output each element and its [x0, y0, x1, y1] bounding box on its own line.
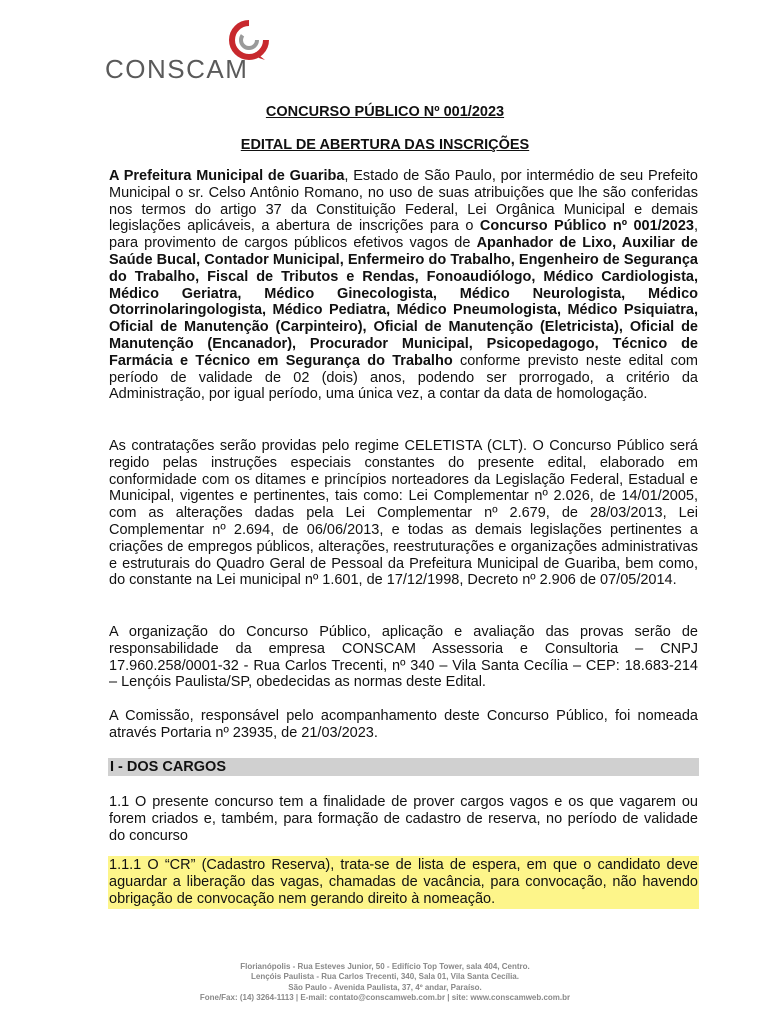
edital-subtitle: EDITAL DE ABERTURA DAS INSCRIÇÕES — [240, 137, 530, 153]
prefeitura-name: A Prefeitura Municipal de Guariba — [109, 168, 345, 184]
organization-paragraph: A organização do Concurso Público, aplicação e avaliação das provas serão de responsabilidade da empresa CONSCAM Assessoria e Consultoria – CNPJ 17.960.258/0001-32 - Rua Carlos Trecenti, nº 340 – Vila Santa Cecília – CEP: 18.683-214 – Lençóis Paulista/SP, obedecidas as normas deste Edital. — [109, 624, 698, 691]
footer-addresses — [0, 962, 770, 1004]
footer-contact: Fone/Fax: (14) 3264-1113 | E-mail: contato@conscamweb.com.br | site: www.conscamweb.com.br — [199, 993, 571, 1003]
intro-text-2: , para provimento de cargos públicos efetivos vagos de — [109, 218, 698, 252]
section-heading-cargos: I - DOS CARGOS — [108, 758, 699, 776]
clause-1-1-1: 1.1.1 O “CR” (Cadastro Reserva), trata-se de lista de espera, em que o candidato deve aguardar a liberação das vagas, chamadas de vacância, para convocação, não havendo obrigação de convocação nem gerando direito à nomeação. — [109, 857, 698, 907]
intro-text-1: , Estado de São Paulo, por intermédio de seu Prefeito Municipal o sr. Celso Antônio Romano, no uso de suas atribuições que lhe são conferidas nos termos do artigo 37 da Constituição Federal, Lei Orgânica Municipal e demais legislações aplicáveis, a abertura de inscrições para o — [109, 168, 698, 235]
footer-line: Lençóis Paulista - Rua Carlos Trecenti, 340, Sala 01, Vila Santa Cecília. — [251, 972, 519, 982]
hiring-regime-paragraph: As contratações serão providas pelo regime CELETISTA (CLT). O Concurso Público será regido pelas instruções especiais constantes do presente edital, elaborado em conformidade com os ditames e princípios norteadores da Legislação Federal, Estadual e Municipal, vigentes e pertinentes, tais como: Lei Complementar nº 2.026, de 14/01/2005, com as alterações dadas pela Lei Complementar nº 2.679, de 28/03/2013, Lei Complementar nº 2.694, de 06/06/2013, e todas as demais legislações pertinentes a criações de empregos públicos, alterações, reestruturações e organizações administrativas e estruturais do Quadro Geral de Pessoal da Prefeitura Municipal de Guariba, bem como, do constante na Lei municipal nº 1.601, de 17/12/1998, Decreto nº 2.906 de 07/05/2014. — [109, 438, 698, 589]
clause-1-1: 1.1 O presente concurso tem a finalidade de prover cargos vagos e os que vagarem ou forem criados e, também, para formação de cadastro de reserva, no período de validade do concurso — [109, 794, 698, 844]
conscam-logo — [105, 18, 275, 88]
intro-text-3: conforme previsto neste edital com período de validade de 02 (dois) anos, podendo ser prorrogado, a critério da Administração, por igual período, uma única vez, a contar da data de homologação. — [109, 352, 698, 403]
commission-paragraph: A Comissão, responsável pelo acompanhamento deste Concurso Público, foi nomeada através Portaria nº 23935, de 21/03/2023. — [109, 708, 698, 741]
intro-paragraph — [109, 168, 698, 403]
footer-line: Florianópolis - Rua Esteves Junior, 50 - Edifício Top Tower, sala 404, Centro. — [240, 962, 530, 971]
logo-wordmark: CONSCAM — [105, 54, 249, 84]
contest-title: CONCURSO PÚBLICO Nº 001/2023 — [265, 104, 505, 120]
footer-line: São Paulo - Avenida Paulista, 37, 4º andar, Paraíso. — [288, 982, 482, 992]
contest-number: Concurso Público nº 001/2023 — [479, 218, 694, 235]
positions-list: Apanhador de Lixo, Auxiliar de Saúde Bucal, Contador Municipal, Enfermeiro do Trabalho, Engenheiro de Segurança do Trabalho, Fiscal de Tributos e Rendas, Fonoaudiólogo, Médico Cardiologista, Médico Geriatra, Médico Ginecologista, Médico Neurologista, Médico Otorrinolaringologista, Médico Pediatra, Médico Pneumologista, Médico Psiquiatra, Oficial de Manutenção (Carpinteiro), Oficial de Manutenção (Eletricista), Oficial de Manutenção (Encanador), Procurador Municipal, Psicopedagogo, Técnico de Farmácia e Técnico em Segurança do Trabalho — [109, 235, 698, 369]
